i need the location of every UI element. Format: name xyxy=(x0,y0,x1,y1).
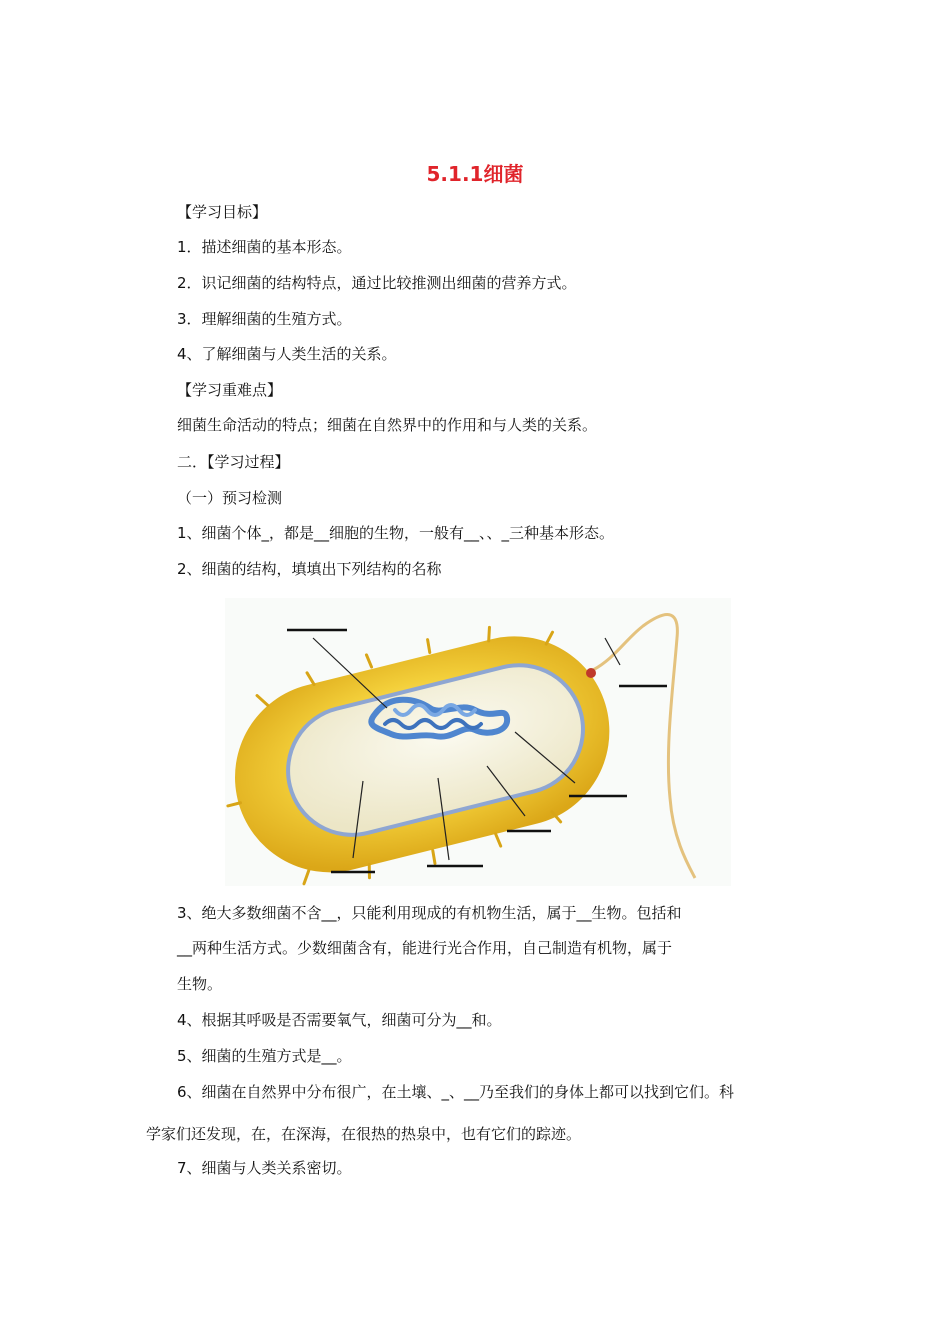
question-3-line-1: 3、绝大多数细菌不含__，只能利用现成的有机物生活，属于__生物。包括和 xyxy=(177,904,682,922)
key-points-text: 细菌生命活动的特点；细菌在自然界中的作用和与人类的关系。 xyxy=(177,416,598,434)
question-5: 5、细菌的生殖方式是__。 xyxy=(177,1047,352,1065)
flagellum-base xyxy=(586,668,596,678)
goal-3: 3．理解细菌的生殖方式。 xyxy=(177,310,352,328)
question-6-line-1: 6、细菌在自然界中分布很广，在土壤、_、__乃至我们的身体上都可以找到它们。科 xyxy=(177,1083,735,1101)
question-7: 7、细菌与人类关系密切。 xyxy=(177,1159,352,1177)
page-title: 5.1.1细菌 xyxy=(426,162,524,186)
question-6-line-2: 学家们还发现，在，在深海，在很热的热泉中，也有它们的踪迹。 xyxy=(146,1125,582,1143)
preview-heading: （一）预习检测 xyxy=(177,489,283,507)
question-3-line-3: 生物。 xyxy=(177,975,223,993)
question-3-line-2: __两种生活方式。少数细菌含有，能进行光合作用，自己制造有机物，属于 xyxy=(177,939,673,957)
question-1: 1、细菌个体_，都是__细胞的生物，一般有__、、_三种基本形态。 xyxy=(177,524,615,542)
goals-heading: 【学习目标】 xyxy=(177,203,268,221)
key-points-heading: 【学习重难点】 xyxy=(177,381,283,399)
goal-1: 1．描述细菌的基本形态。 xyxy=(177,238,352,256)
goal-2: 2．识记细菌的结构特点，通过比较推测出细菌的营养方式。 xyxy=(177,274,577,292)
question-2: 2、细菌的结构，填填出下列结构的名称 xyxy=(177,560,442,578)
bacterium-structure-diagram xyxy=(225,598,731,886)
process-heading: 二．【学习过程】 xyxy=(177,453,290,471)
goal-4: 4、了解细菌与人类生活的关系。 xyxy=(177,345,397,363)
question-4: 4、根据其呼吸是否需要氧气，细菌可分为__和。 xyxy=(177,1011,502,1029)
